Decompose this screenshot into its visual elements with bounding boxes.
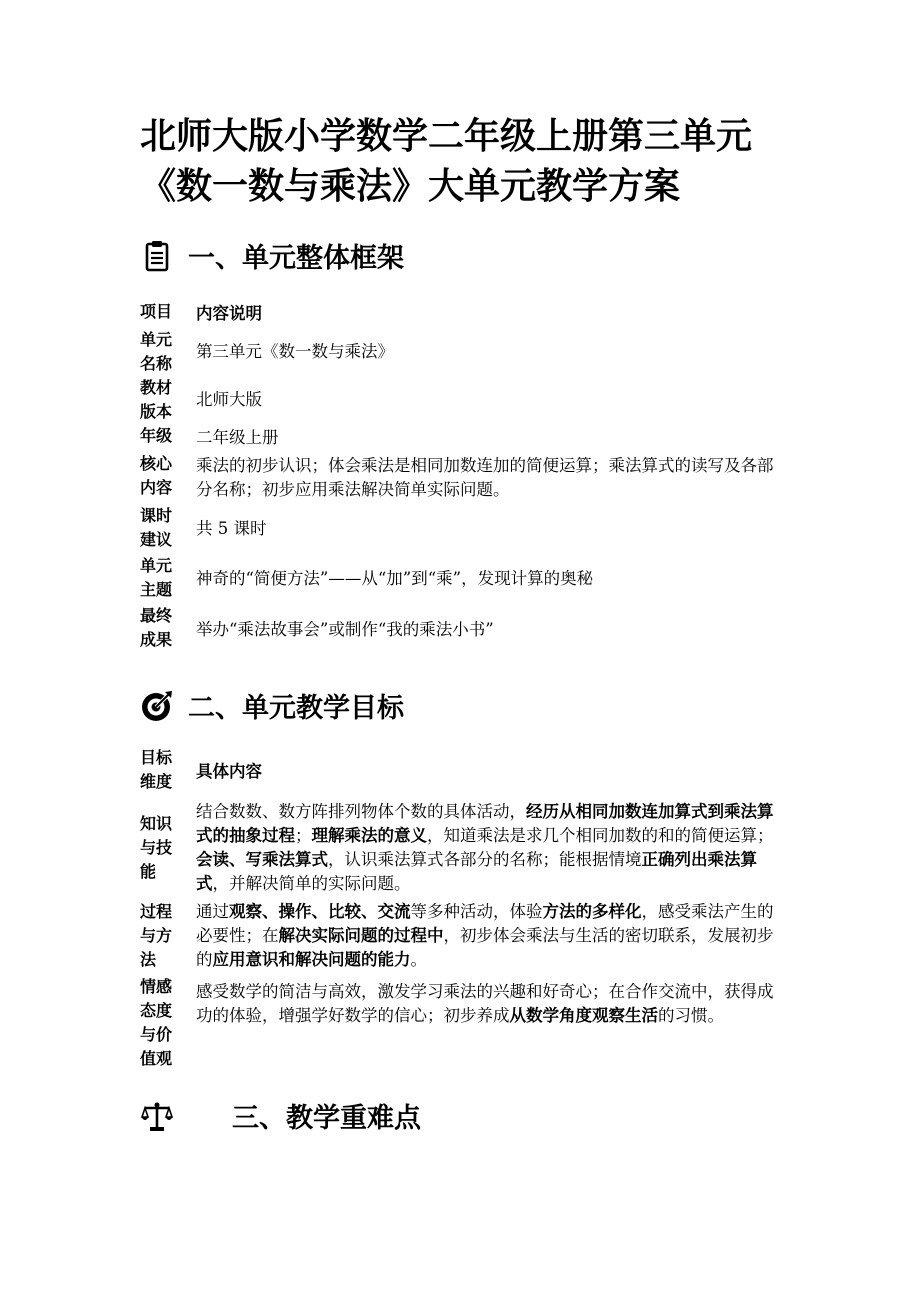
- row-value: [186, 798, 780, 898]
- body-text: 结合数数、数方阵排列物体个数的具体活动，: [196, 802, 526, 821]
- body-text: 感受数学的简洁与高效，激发学习乘法的兴趣和好奇心；在合作交流中，获得成功的体验，增强学好数学的信心；初步养成: [196, 982, 774, 1025]
- row-label: 核心内容: [140, 454, 173, 497]
- table-row: [140, 504, 780, 554]
- body-text: 。: [410, 950, 427, 969]
- section-1-heading: [140, 236, 404, 275]
- row-value: 乘法的初步认识；体会乘法是相同加数连加的简便运算；乘法算式的读写及各部分名称；初步应用乘法解决简单实际问题。: [196, 456, 774, 499]
- emphasis-text: 正确列出乘法算式: [196, 850, 757, 893]
- row-label: 单元主题: [140, 556, 173, 599]
- body-text: ；: [295, 826, 312, 845]
- emphasis-text: 观察、操作、比较、交流: [229, 902, 411, 921]
- section-2-title: 二、单元教学目标: [188, 693, 404, 724]
- title-line-2: 《数一数与乘法》大单元教学方案: [140, 166, 681, 207]
- body-text: ，并解决简单的实际问题。: [212, 874, 411, 893]
- emphasis-text: 会读、写乘法算式: [196, 850, 328, 869]
- row-value: 第三单元《数一数与乘法》: [196, 342, 394, 361]
- body-text: ，知道乘法是求几个相同加数的和的简便运算；: [427, 826, 774, 845]
- row-label: 知识与技能: [140, 814, 173, 881]
- emphasis-text: 应用意识和解决问题的能力: [212, 950, 411, 969]
- table-row: [140, 328, 780, 376]
- table-row: [140, 376, 780, 424]
- row-value: 北师大版: [196, 390, 262, 409]
- table-row: [140, 424, 780, 452]
- framework-table: [140, 300, 780, 656]
- row-label: 过程与方法: [140, 902, 173, 969]
- row-label: 情感态度与价值观: [140, 977, 173, 1068]
- body-text: ，感受乘法产生的必要性；在: [196, 902, 774, 945]
- emphasis-text: 理解乘法的意义: [311, 826, 427, 845]
- scales-icon: [140, 1099, 174, 1133]
- target-icon: [140, 689, 174, 723]
- emphasis-text: 从数学角度观察生活: [509, 1006, 658, 1025]
- table-row: [140, 798, 780, 898]
- body-text: 的习惯。: [658, 1006, 724, 1025]
- table-row: [140, 452, 780, 504]
- header-value: 具体内容: [196, 762, 262, 781]
- body-text: ，认识乘法算式各部分的名称；能根据情境: [328, 850, 642, 869]
- header-label: 目标维度: [140, 748, 173, 791]
- row-value: 二年级上册: [196, 428, 279, 447]
- row-value: [186, 898, 780, 974]
- table-row: [140, 554, 780, 604]
- table-row: [140, 974, 780, 1072]
- table-header-row: [140, 300, 780, 328]
- row-value: [186, 974, 780, 1072]
- row-label: 最终成果: [140, 606, 173, 649]
- row-label: 教材版本: [140, 378, 173, 421]
- row-value: 神奇的“简便方法”——从“加”到“乘”，发现计算的奥秘: [196, 569, 594, 588]
- row-label: 单元名称: [140, 330, 173, 373]
- header-value: 内容说明: [196, 304, 262, 323]
- emphasis-text: 经历从相同加数连加算式到乘法算式的抽象过程: [196, 802, 774, 845]
- title-line-1: 北师大版小学数学二年级上册第三单元: [140, 116, 753, 157]
- section-1-title: 一、单元整体框架: [188, 243, 404, 274]
- body-text: 等多种活动，体验: [410, 902, 543, 921]
- clipboard-icon: [140, 239, 174, 273]
- header-label: 项目: [140, 302, 173, 321]
- table-row: [140, 604, 780, 656]
- table-header-row: [140, 746, 780, 798]
- section-3-heading: [140, 1096, 421, 1135]
- emphasis-text: 解决实际问题的过程中: [278, 926, 444, 945]
- row-value: 共 5 课时: [196, 519, 267, 538]
- document-title: [140, 112, 840, 212]
- emphasis-text: 方法的多样化: [542, 902, 642, 921]
- row-label: 年级: [140, 426, 173, 445]
- objectives-table: [140, 746, 780, 1072]
- body-text: ，初步体会乘法与生活的密切联系，发展初步的: [196, 926, 774, 969]
- section-3-title: 三、教学重难点: [232, 1103, 421, 1134]
- table-row: [140, 898, 780, 974]
- row-label: 课时建议: [140, 506, 173, 549]
- row-value: 举办“乘法故事会”或制作“我的乘法小书”: [196, 620, 494, 639]
- section-2-heading: [140, 686, 404, 725]
- body-text: 通过: [196, 902, 229, 921]
